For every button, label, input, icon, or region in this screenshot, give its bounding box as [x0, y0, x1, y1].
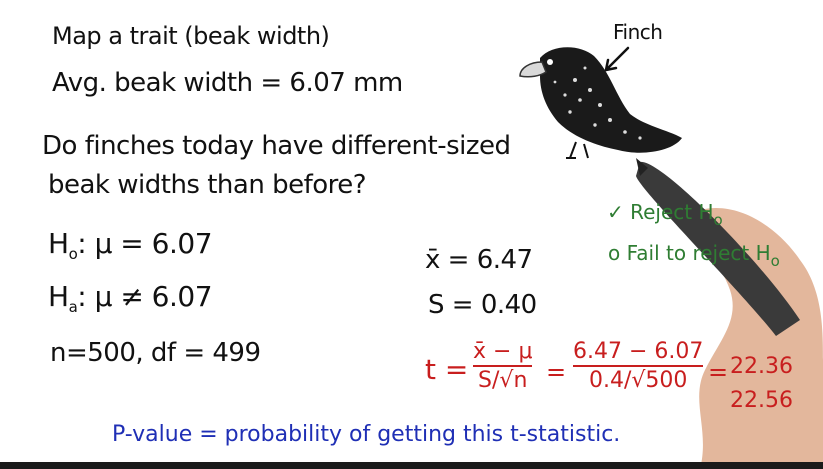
finch-label-arrow	[606, 48, 628, 70]
check-icon: ✓	[607, 200, 624, 224]
fraction-numeric-denominator: 0.4/√500	[588, 368, 688, 394]
t-result-1: 22.36	[730, 354, 793, 379]
null-hypothesis: $H_o$: μ = 6.07	[48, 227, 213, 263]
fraction-bar	[473, 365, 532, 367]
finch-body	[540, 47, 682, 152]
sample-std-dev: S = 0.40	[428, 290, 537, 320]
finch-beak	[520, 62, 546, 77]
fraction-symbolic	[473, 340, 532, 392]
sample-mean: x̄ = 6.47	[425, 245, 533, 275]
circle-bullet-icon: o	[608, 241, 621, 265]
title-line: Map a trait (beak width)	[52, 22, 330, 50]
finch-label: Finch	[613, 20, 663, 44]
option-fail-to-reject: o Fail to reject $H_o$	[608, 241, 780, 270]
t-result-2: 22.56	[730, 388, 793, 413]
alternative-hypothesis: $H_a$: μ ≠ 6.07	[48, 280, 213, 316]
finch-eye	[547, 59, 553, 65]
finch-drawing	[520, 47, 682, 158]
option-reject: ✓ Reject $H_o$	[607, 200, 723, 229]
equals-2: =	[546, 358, 567, 386]
avg-beak-width-line: Avg. beak width = 6.07 mm	[52, 68, 403, 98]
equals-3: =	[708, 358, 729, 386]
fraction-symbolic-numerator: x̄ − μ	[473, 339, 533, 364]
sample-size-df: n=500, df = 499	[50, 338, 261, 368]
fraction-bar	[573, 365, 703, 367]
p-value-definition: P-value = probability of getting this t-statistic.	[112, 422, 621, 447]
fraction-numeric	[573, 340, 703, 392]
t-equals: t =	[425, 353, 469, 386]
fraction-symbolic-denominator: S/√n	[478, 368, 528, 394]
question-line-1: Do finches today have different-sized	[42, 131, 511, 161]
finch-legs	[566, 142, 588, 158]
fraction-numeric-numerator: 6.47 − 6.07	[573, 339, 704, 364]
question-line-2: beak widths than before?	[48, 170, 367, 200]
bottom-border	[0, 462, 823, 469]
